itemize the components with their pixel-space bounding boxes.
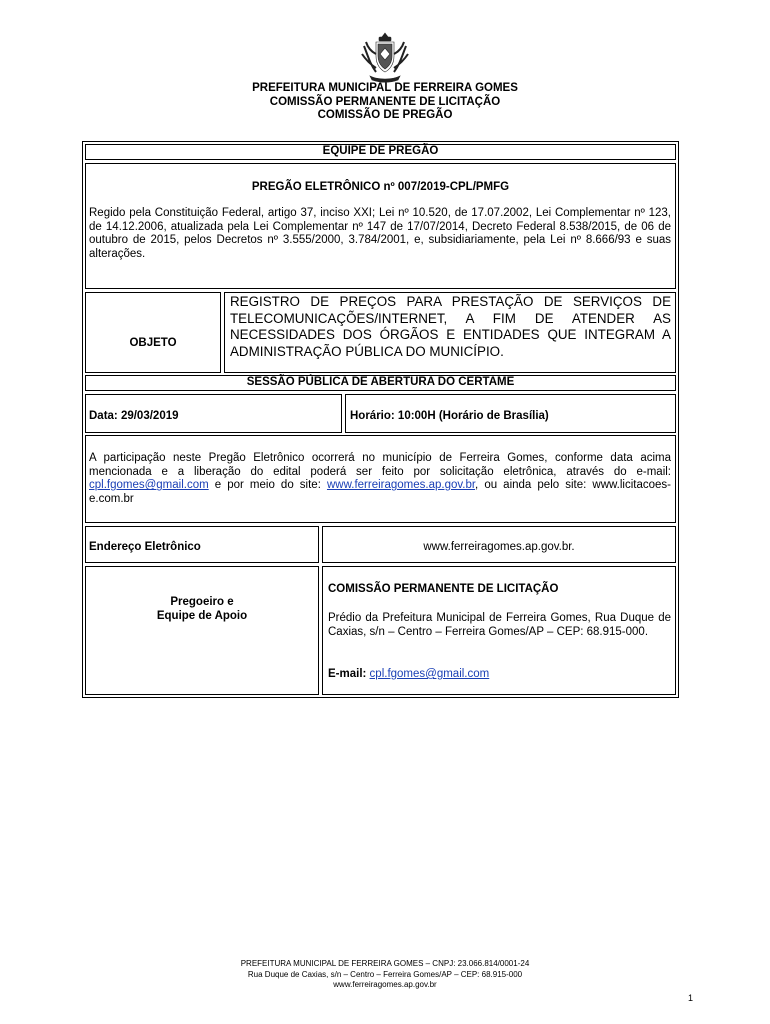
cpl-email-link[interactable]: cpl.fgomes@gmail.com [369, 668, 490, 680]
objeto-label-box [85, 292, 221, 373]
coat-of-arms-logo [358, 30, 412, 86]
regido-text: Regido pela Constituição Federal, artigo 37, inciso XXI; Lei nº 10.520, de 17.07.2002, Lei Complementar nº 123, de 14.12.2006, atualizada pela Lei Complementar nº 147 de 17/07/2014, Decreto Federal 8.538/2015, de 06 de outubro de 2015, pelos Decretos nº 3.555/2000, 3.784/2001, e, subsidiariamente, pela Lei nº 8.666/93 e suas alterações. [89, 207, 671, 260]
objeto-text: REGISTRO DE PREÇOS PARA PRESTAÇÃO DE SERVIÇOS DE TELECOMUNICAÇÕES/INTERNET, A FIM DE ATENDER AS NECESSIDADES DOS ÓRGÃOS E ENTIDADES QUE INTEGRAM A ADMINISTRAÇÃO PÚBLICA DO MUNICÍPIO. [230, 294, 671, 359]
document-header [0, 82, 770, 123]
page-footer [0, 959, 770, 991]
equipe-title: EQUIPE DE PREGÃO [322, 145, 439, 157]
participacao-text [89, 452, 671, 506]
participacao-part2: e por meio do site: [208, 479, 327, 492]
endereco-label: Endereço Eletrônico [89, 541, 201, 553]
participacao-site-link[interactable]: www.ferreiragomes.ap.gov.br [326, 479, 476, 492]
endereco-value: www.ferreiragomes.ap.gov.br. [423, 541, 575, 553]
footer-line1: PREFEITURA MUNICIPAL DE FERREIRA GOMES – CNPJ: 23.066.814/0001-24 [240, 959, 530, 968]
sessao-title: SESSÃO PÚBLICA DE ABERTURA DO CERTAME [246, 376, 515, 388]
footer-line2: Rua Duque de Caxias, s/n – Centro – Ferreira Gomes/AP – CEP: 68.915-000 [247, 969, 523, 979]
header-comissao-pregao: COMISSÃO DE PREGÃO [317, 109, 453, 121]
page-number: 1 [688, 993, 694, 1003]
pregao-title: PREGÃO ELETRÔNICO nº 007/2019-CPL/PMFG [251, 181, 510, 193]
data-label: Data: 29/03/2019 [89, 410, 179, 422]
cpl-email-line [328, 668, 489, 682]
cpl-title: COMISSÃO PERMANENTE DE LICITAÇÃO [328, 583, 559, 595]
participacao-email-link[interactable]: cpl.fgomes@gmail.com [89, 479, 209, 492]
cpl-email-label: E-mail: [328, 668, 370, 680]
header-comissao-licitacao: COMISSÃO PERMANENTE DE LICITAÇÃO [269, 95, 501, 108]
objeto-label: OBJETO [129, 337, 177, 349]
pregoeiro-line1: Pregoeiro e [170, 596, 234, 608]
pregoeiro-line2: Equipe de Apoio [156, 610, 248, 622]
participacao-part1: A participação neste Pregão Eletrônico ocorrerá no município de Ferreira Gomes, conforme data acima mencionada e a liberação do edital poderá ser feito por solicitação eletrônica, através do e-mail: [89, 452, 671, 478]
predio-text: Prédio da Prefeitura Municipal de Ferreira Gomes, Rua Duque de Caxias, s/n – Centro – Ferreira Gomes/AP – CEP: 68.915-000. [328, 612, 671, 638]
horario-label: Horário: 10:00H (Horário de Brasília) [350, 410, 549, 422]
footer-line3: www.ferreiragomes.ap.gov.br [333, 980, 437, 989]
header-prefeitura: PREFEITURA MUNICIPAL DE FERREIRA GOMES [252, 82, 518, 94]
participacao-part3: , ou ainda pelo site: www.licitacoes-e.com.br [89, 479, 671, 505]
pregoeiro-box [85, 566, 319, 695]
